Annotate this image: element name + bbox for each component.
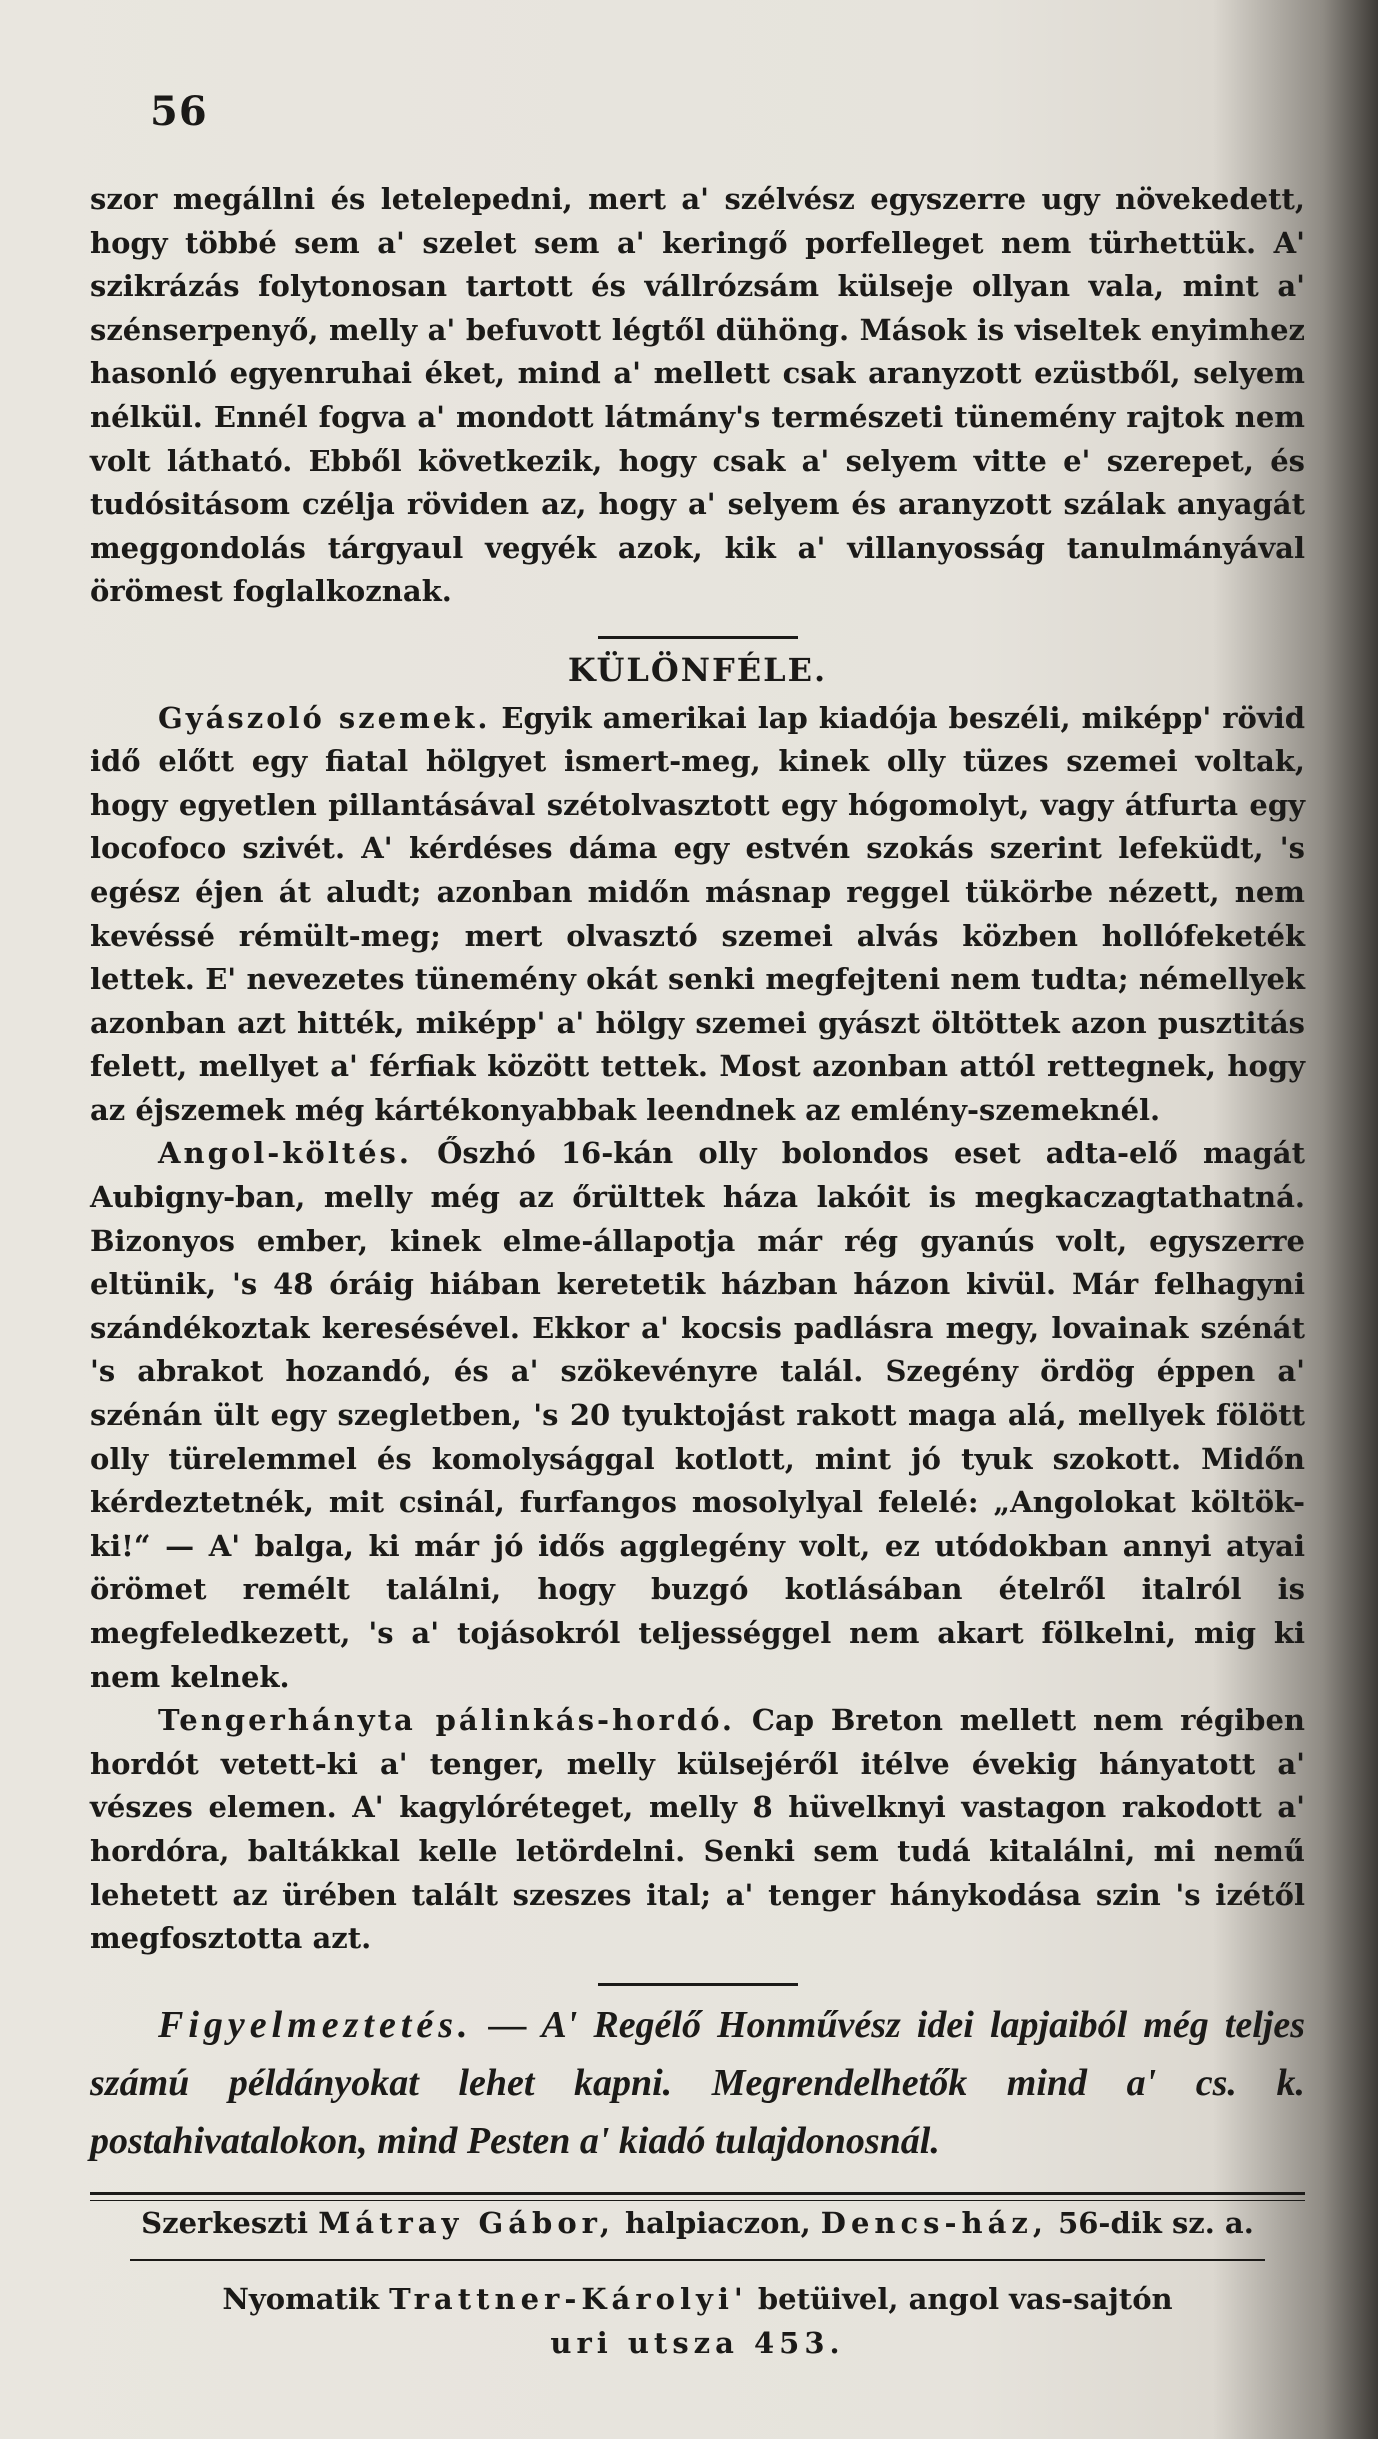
- editor-line: [90, 2201, 1305, 2245]
- printer-street: uri utsza 453.: [550, 2325, 845, 2360]
- article-lead: Angol-költés.: [158, 1136, 412, 1171]
- page-number: 56: [150, 88, 208, 135]
- page-body: [90, 178, 1305, 2365]
- imprint-rule: [130, 2259, 1265, 2261]
- editor-prefix: Szerkeszti: [141, 2205, 309, 2240]
- editor-address: halpiaczon,: [625, 2205, 811, 2240]
- editor-name: Mátray Gábor,: [318, 2205, 615, 2240]
- notice-divider: [598, 1983, 798, 1986]
- article-angol-koltes: [90, 1132, 1305, 1699]
- section-divider: [598, 636, 798, 639]
- section-heading: KÜLÖNFÉLE.: [567, 650, 828, 689]
- article-lead: Gyászoló szemek.: [158, 700, 491, 735]
- article-gyaszolo-szemek: [90, 697, 1305, 1133]
- subscription-notice: [90, 1996, 1305, 2170]
- printer-suffix: betüivel, angol vas-sajtón: [757, 2281, 1173, 2316]
- article-text: Egyik amerikai lap kiadója beszéli, miképp' rövid idő előtt egy fiatal hölgyet ismert-meg, kinek olly tüzes szemei voltak, hogy egyetlen pillantásával szétolvasztott egy hógomolyt, vagy átfurta egy locofoco szivét. A' kérdéses dáma egy estvén szokás szerint lefeküdt, 's egész éjen át aludt; azonban midőn másnap reggel tükörbe nézett, nem kevéssé rémült-meg; mert olvasztó szemei alvás közben hollófeketék lettek. E' nevezetes tünemény okát senki megfejteni nem tudta; némellyek azonban azt hitték, miképp' a' hölgy szemei gyászt öltöttek azon pusztitás felett, mellyet a' férfiak között tettek. Most azonban attól rettegnek, hogy az éjszemek még kártékonyabbak leendnek az emlény-szemeknél.: [90, 700, 1305, 1127]
- article-text: Őszhó 16-kán olly bolondos eset adta-elő magát Aubigny-ban, melly még az őrülttek háza lakóit is megkaczagtathatná. Bizonyos ember, kinek elme-állapotja már rég gyanús volt, egyszerre eltünik, 's 48 óráig hiában keretetik házban házon kivül. Már felhagyni szándékoztak keresésével. Ekkor a' kocsis padlásra megy, lovainak szénát 's abrakot hozandó, és a' szökevényre talál. Szegény ördög éppen a' szénán ült egy szegletben, 's 20 tyuktojást rakott maga alá, mellyek fölött olly türelemmel és komolysággal kotlott, mint jó tyuk szokott. Midőn kérdeztetnék, mit csinál, furfangos mosolylyal felelé: „Angolokat költök-ki!“ — A' balga, ki már jó idős agglegény volt, ez utódokban annyi atyai örömet remélt találni, hogy buzgó kotlásában ételről italról is megfeledkezett, 's a' tojásokról teljességgel nem akart fölkelni, mig ki nem kelnek.: [90, 1136, 1305, 1694]
- editor-suffix: 56-dik sz. a.: [1058, 2205, 1254, 2240]
- printer-name: Trattner-Károlyi': [389, 2281, 748, 2316]
- printer-prefix: Nyomatik: [222, 2281, 380, 2316]
- article-text: Cap Breton mellett nem régiben hordót vetett-ki a' tenger, melly külsejéről itélve évekig hányatott a' vészes elemen. A' kagylóréteget, melly 8 hüvelknyi vastagon rakodott a' hordóra, baltákkal kelle letördelni. Senki sem tudá kitalálni, mi nemű lehetett az ürében talált szeszes ital; a' tenger hánykodása szin 's izétől megfosztotta azt.: [90, 1703, 1305, 1956]
- article-tengerhanyta-hordo: [90, 1699, 1305, 1961]
- imprint-divider: [90, 2192, 1305, 2201]
- intro-paragraph: szor megállni és letelepedni, mert a' szélvész egyszerre ugy növekedett, hogy többé sem a' szelet sem a' keringő porfelleget nem türhettük. A' szikrázás folytonosan tartott és vállrózsám külseje ollyan vala, mint a' szénserpenyő, melly a' befuvott légtől dühöng. Mások is viseltek enyimhez hasonló egyenruhai éket, mind a' mellett csak aranyzott ezüstből, selyem nélkül. Ennél fogva a' mondott látmány's természeti tünemény rajtok nem volt látható. Ebből következik, hogy csak a' selyem vitte e' szerepet, és tudósitásom czélja röviden az, hogy a' selyem és aranyzott szálak anyagát meggondolás tárgyaul vegyék azok, kik a' villanyosság tanulmányával örömest foglalkoznak.: [90, 182, 1305, 609]
- editor-house: Dencs-ház,: [820, 2205, 1048, 2240]
- article-lead: Tengerhányta pálinkás-hordó.: [158, 1703, 735, 1738]
- printer-street-line: [90, 2321, 1305, 2365]
- printer-line: [90, 2277, 1305, 2321]
- notice-lead: Figyelmeztetés.: [158, 2003, 473, 2046]
- notice-text: — A' Regélő Honművész idei lapjaiból még teljes számú példányokat lehet kapni. Megrendelhetők mind a' cs. k. postahivatalokon, mind Pesten a' kiadó tulajdonosnál.: [90, 2003, 1306, 2162]
